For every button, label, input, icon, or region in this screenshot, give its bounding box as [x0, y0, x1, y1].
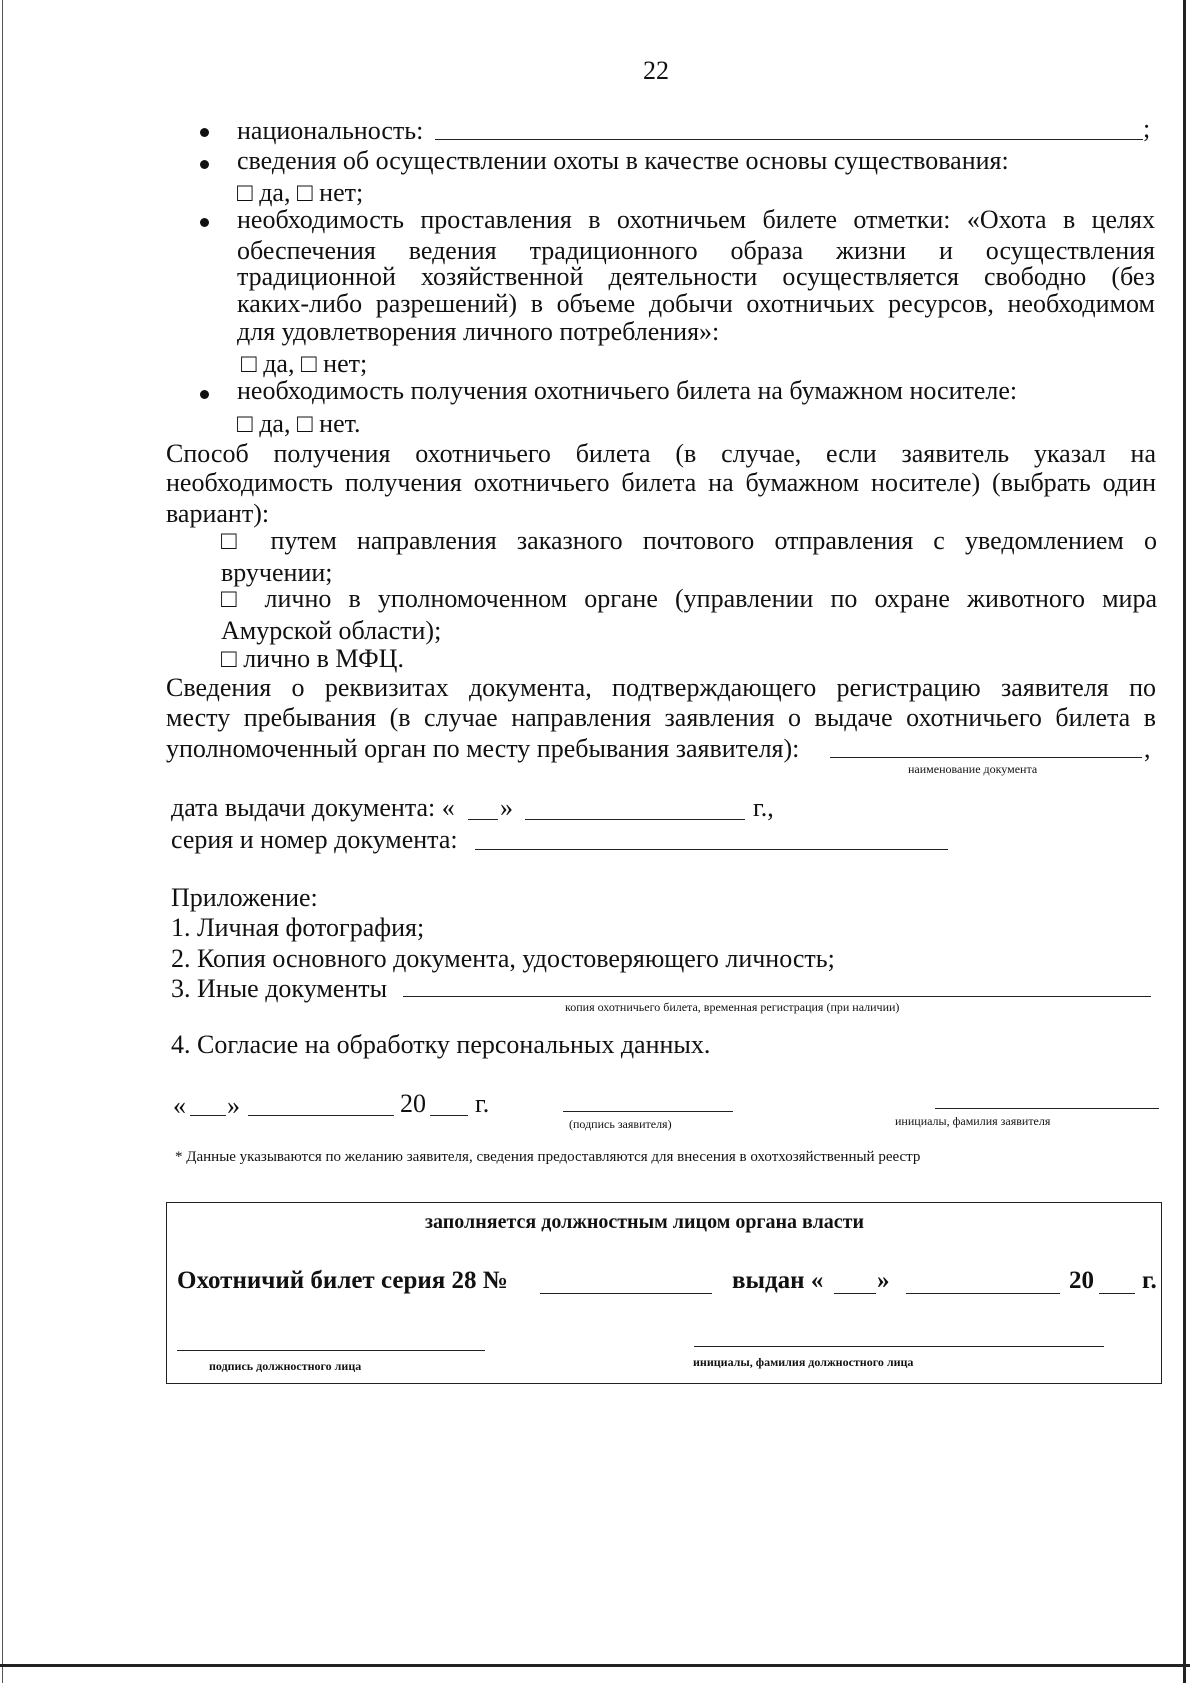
document-name-field[interactable] [830, 757, 1142, 758]
nationality-label: национальность: [237, 116, 424, 145]
method-option-office[interactable]: □ лично в уполномоченном органе (управлении по охране животного мира [221, 584, 1157, 613]
issued-day-field[interactable] [834, 1293, 876, 1294]
method-option-mail[interactable]: □ путем направления заказного почтового отправления с уведомлением о [221, 526, 1157, 555]
mark-need-line-3: традиционной хозяйственной деятельности осуществляется свободно (без [237, 262, 1155, 291]
method-line-3: вариант): [166, 499, 270, 528]
applicant-name-field[interactable] [935, 1108, 1159, 1109]
hunting-basis-text: сведения об осуществлении охоты в качестве основы существования: [237, 146, 1009, 175]
nationality-end: ; [1143, 114, 1151, 143]
official-section-heading: заполняется должностным лицом органа власти [425, 1211, 865, 1233]
series-number-label: серия и номер документа: [171, 825, 458, 854]
date-close-quote: » [227, 1091, 240, 1120]
other-documents-field[interactable] [403, 996, 1151, 997]
year-prefix: 20 [400, 1089, 426, 1118]
attachment-item: 3. Иные документы [171, 974, 388, 1003]
paper-ticket-text: необходимость получения охотничьего билета на бумажном носителе: [237, 376, 1018, 405]
paper-ticket-options[interactable]: □ да, □ нет. [237, 409, 361, 438]
official-signature-field[interactable] [177, 1350, 485, 1351]
application-year-field[interactable] [430, 1115, 468, 1116]
method-line-1: Способ получения охотничьего билета (в случае, если заявитель указал на [166, 439, 1156, 468]
ticket-series-label: Охотничий билет серия 28 № [177, 1267, 508, 1294]
nationality-field[interactable] [435, 139, 1143, 140]
application-month-field[interactable] [248, 1115, 394, 1116]
year-suffix: г. [475, 1089, 490, 1118]
requisites-end: , [1144, 734, 1151, 763]
issued-mid: » [877, 1267, 890, 1294]
issue-date-label: дата выдачи документа: « [171, 793, 455, 822]
issue-day-field[interactable] [468, 819, 498, 820]
issue-date-end: г., [753, 793, 774, 822]
method-option-mail-cont: вручении; [221, 558, 333, 587]
mark-need-line-1: необходимость проставления в охотничьем билете отметки: «Охота в целях [237, 205, 1155, 234]
requisites-line-3: уполномоченный орган по месту пребывания заявителя): [166, 734, 800, 763]
bullet [200, 218, 209, 227]
attachment-item: 4. Согласие на обработку персональных данных. [171, 1030, 711, 1059]
attachment-item: 1. Личная фотография; [171, 913, 425, 942]
applicant-signature-caption: (подпись заявителя) [569, 1117, 672, 1131]
issued-year-field[interactable] [1099, 1293, 1135, 1294]
page-right-border [1183, 0, 1186, 1683]
issue-month-year-field[interactable] [525, 819, 745, 820]
method-option-office-cont: Амурской области); [221, 616, 442, 645]
attachment-item: 2. Копия основного документа, удостоверяющего личность; [171, 944, 835, 973]
hunting-basis-options[interactable]: □ да, □ нет; [237, 178, 364, 207]
issued-month-field[interactable] [906, 1293, 1060, 1294]
issued-label: выдан « [732, 1267, 824, 1294]
applicant-signature-field[interactable] [563, 1111, 733, 1112]
document-name-caption: наименование документа [908, 762, 1038, 776]
bullet [200, 160, 209, 169]
issued-year-suffix: г. [1142, 1267, 1157, 1294]
requisites-line-2: месту пребывания (в случае направления заявления о выдаче охотничьего билета в [166, 703, 1156, 732]
bullet [200, 390, 209, 399]
method-option-mfc[interactable]: □ лично в МФЦ. [221, 644, 404, 673]
method-line-2: необходимость получения охотничьего билета на бумажном носителе) (выбрать один [166, 468, 1156, 497]
official-name-field[interactable] [694, 1346, 1104, 1347]
official-signature-caption: подпись должностного лица [209, 1359, 362, 1373]
date-open-quote: « [173, 1091, 186, 1120]
page-bottom-border [0, 1664, 1190, 1667]
mark-need-line-5: для удовлетворения личного потребления»: [237, 317, 720, 346]
mark-need-line-4: каких-либо разрешений) в объеме добычи охотничьих ресурсов, необходимом [237, 289, 1155, 318]
other-documents-caption: копия охотничьего билета, временная регистрация (при наличии) [565, 1000, 900, 1014]
page-left-edge [2, 0, 3, 1683]
issue-date-mid: » [500, 793, 513, 822]
application-day-field[interactable] [190, 1115, 226, 1116]
mark-need-line-2: обеспечения ведения традиционного образа жизни и осуществления [237, 236, 1155, 265]
bullet [200, 128, 209, 137]
official-section [166, 1202, 1162, 1384]
page-number: 22 [643, 56, 669, 85]
applicant-name-caption: инициалы, фамилия заявителя [895, 1114, 1051, 1128]
mark-need-options[interactable]: □ да, □ нет; [241, 349, 368, 378]
official-name-caption: инициалы, фамилия должностного лица [693, 1355, 914, 1369]
attachments-title: Приложение: [171, 883, 318, 912]
footnote: * Данные указываются по желанию заявителя, сведения предоставляются для внесения в охотхозяйственный реестр [175, 1149, 921, 1165]
series-number-field[interactable] [475, 849, 948, 850]
ticket-number-field[interactable] [540, 1293, 712, 1294]
requisites-line-1: Сведения о реквизитах документа, подтверждающего регистрацию заявителя по [166, 673, 1156, 702]
issued-year-prefix: 20 [1069, 1267, 1094, 1294]
